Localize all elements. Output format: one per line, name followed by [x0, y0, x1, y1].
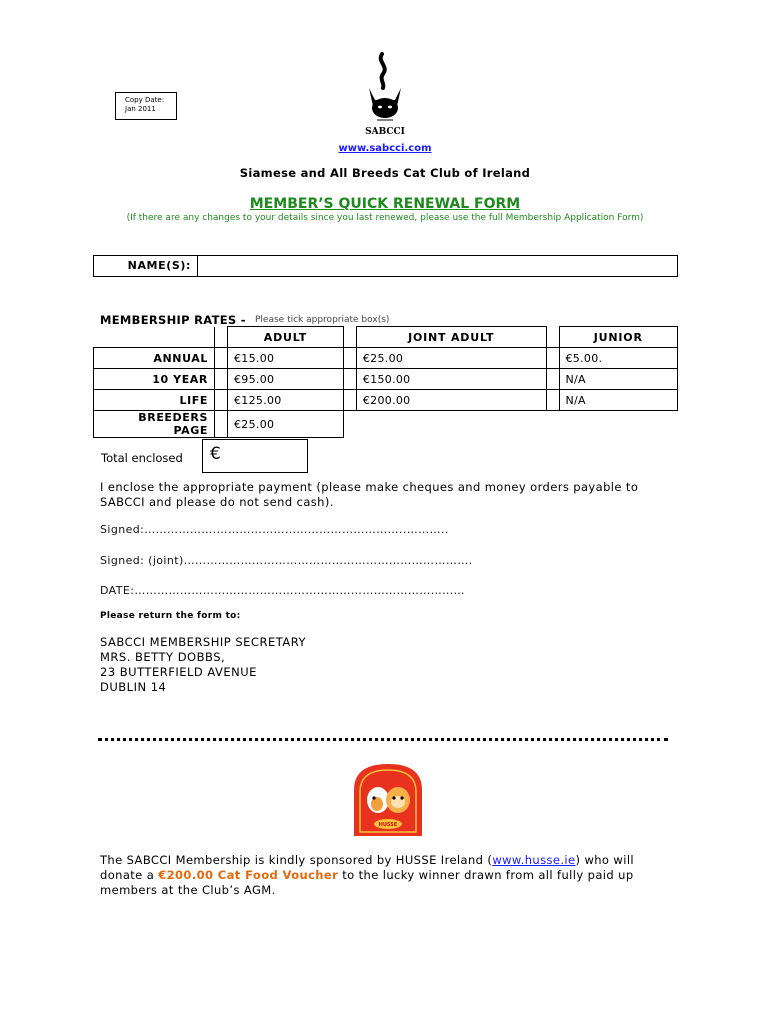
signed-joint-line[interactable]: Signed: (joint)…………………………………………………………………. — [100, 554, 473, 567]
rate-annual-joint: €25.00 — [356, 348, 546, 369]
return-label: Please return the form to: — [100, 611, 241, 621]
rate-breeders-page: €25.00 — [228, 411, 344, 438]
rate-10-year-joint: €150.00 — [356, 369, 546, 390]
euro-symbol: € — [210, 444, 221, 464]
form-title: MEMBER’S QUICK RENEWAL FORM — [249, 196, 521, 212]
row-label-annual: ANNUAL — [94, 348, 215, 369]
tick-box-life-joint[interactable] — [343, 390, 356, 411]
sponsor-statement — [100, 853, 670, 898]
sponsor-text-part1: The SABCCI Membership is kindly sponsored by HUSSE Ireland ( — [100, 853, 493, 867]
total-enclosed-label: Total enclosed — [101, 451, 183, 465]
rate-10-year-junior: N/A — [559, 369, 678, 390]
copy-date-label: Copy Date: — [125, 96, 165, 104]
tick-box-annual-adult[interactable] — [215, 348, 228, 369]
tick-box-life-adult[interactable] — [215, 390, 228, 411]
payment-statement: I enclose the appropriate payment (please make cheques and money orders payable to SABCCI and please do not send cash). — [100, 480, 639, 509]
name-row — [93, 255, 678, 277]
dotted-divider — [98, 738, 668, 741]
row-label-life: LIFE — [94, 390, 215, 411]
col-header-adult: ADULT — [228, 327, 344, 348]
col-header-junior: JUNIOR — [559, 327, 678, 348]
rates-corner-cell — [94, 327, 215, 348]
name-label: NAME(S): — [94, 256, 198, 276]
date-line[interactable]: DATE:…………………………………………………………………………… — [100, 584, 465, 597]
sponsor-text-part2: ) who will donate a — [100, 853, 635, 882]
website-link[interactable]: www.sabcci.com — [338, 143, 432, 154]
tick-box-annual-joint[interactable] — [343, 348, 356, 369]
total-enclosed-input[interactable] — [202, 439, 308, 473]
tick-box-breeders-page[interactable] — [215, 411, 228, 438]
col-header-joint-adult: JOINT ADULT — [356, 327, 546, 348]
rate-life-junior: N/A — [559, 390, 678, 411]
copy-date-value: Jan 2011 — [125, 105, 156, 113]
membership-rates-label: MEMBERSHIP RATES - — [100, 313, 246, 327]
address-line: MRS. BETTY DOBBS, — [100, 650, 226, 664]
sabcci-logo — [355, 48, 415, 144]
copy-date-box — [115, 92, 177, 120]
svg-text:SABCCI: SABCCI — [365, 127, 405, 137]
tick-box-10-year-adult[interactable] — [215, 369, 228, 390]
rate-10-year-adult: €95.00 — [228, 369, 344, 390]
name-input[interactable] — [198, 256, 677, 276]
voucher-highlight: €200.00 Cat Food Voucher — [158, 868, 339, 882]
rates-row-life — [94, 390, 678, 411]
husse-logo — [348, 760, 428, 840]
tick-box-10-year-junior[interactable] — [546, 369, 559, 390]
rates-table — [93, 326, 678, 438]
return-address — [100, 635, 306, 695]
sponsor-text-part3: to the lucky winner drawn from all fully paid up members at the Club’s AGM. — [100, 868, 634, 897]
form-note: (If there are any changes to your details since you last renewed, please use the full Membership Application Form) — [126, 213, 644, 223]
husse-website-link[interactable]: www.husse.ie — [492, 853, 576, 867]
address-line: SABCCI MEMBERSHIP SECRETARY — [100, 635, 306, 649]
tick-box-10-year-joint[interactable] — [343, 369, 356, 390]
membership-rates-hint: Please tick appropriate box(s) — [255, 315, 390, 325]
address-line: DUBLIN 14 — [100, 680, 167, 694]
tick-box-life-junior[interactable] — [546, 390, 559, 411]
rate-annual-adult: €15.00 — [228, 348, 344, 369]
rate-life-adult: €125.00 — [228, 390, 344, 411]
rate-annual-junior: €5.00. — [559, 348, 678, 369]
signed-line[interactable]: Signed:……………….…………………………………………..……….. — [100, 523, 449, 536]
rates-row-annual — [94, 348, 678, 369]
husse-logo-text: HUSSE — [378, 822, 398, 828]
rates-row-breeders-page — [94, 411, 678, 438]
rates-row-10-year — [94, 369, 678, 390]
row-label-10-year: 10 YEAR — [94, 369, 215, 390]
tick-box-annual-junior[interactable] — [546, 348, 559, 369]
club-name: Siamese and All Breeds Cat Club of Ireland — [239, 166, 531, 180]
address-line: 23 BUTTERFIELD AVENUE — [100, 665, 257, 679]
rate-life-joint: €200.00 — [356, 390, 546, 411]
row-label-breeders-page: BREEDERS PAGE — [94, 411, 215, 438]
rates-header-row — [94, 327, 678, 348]
